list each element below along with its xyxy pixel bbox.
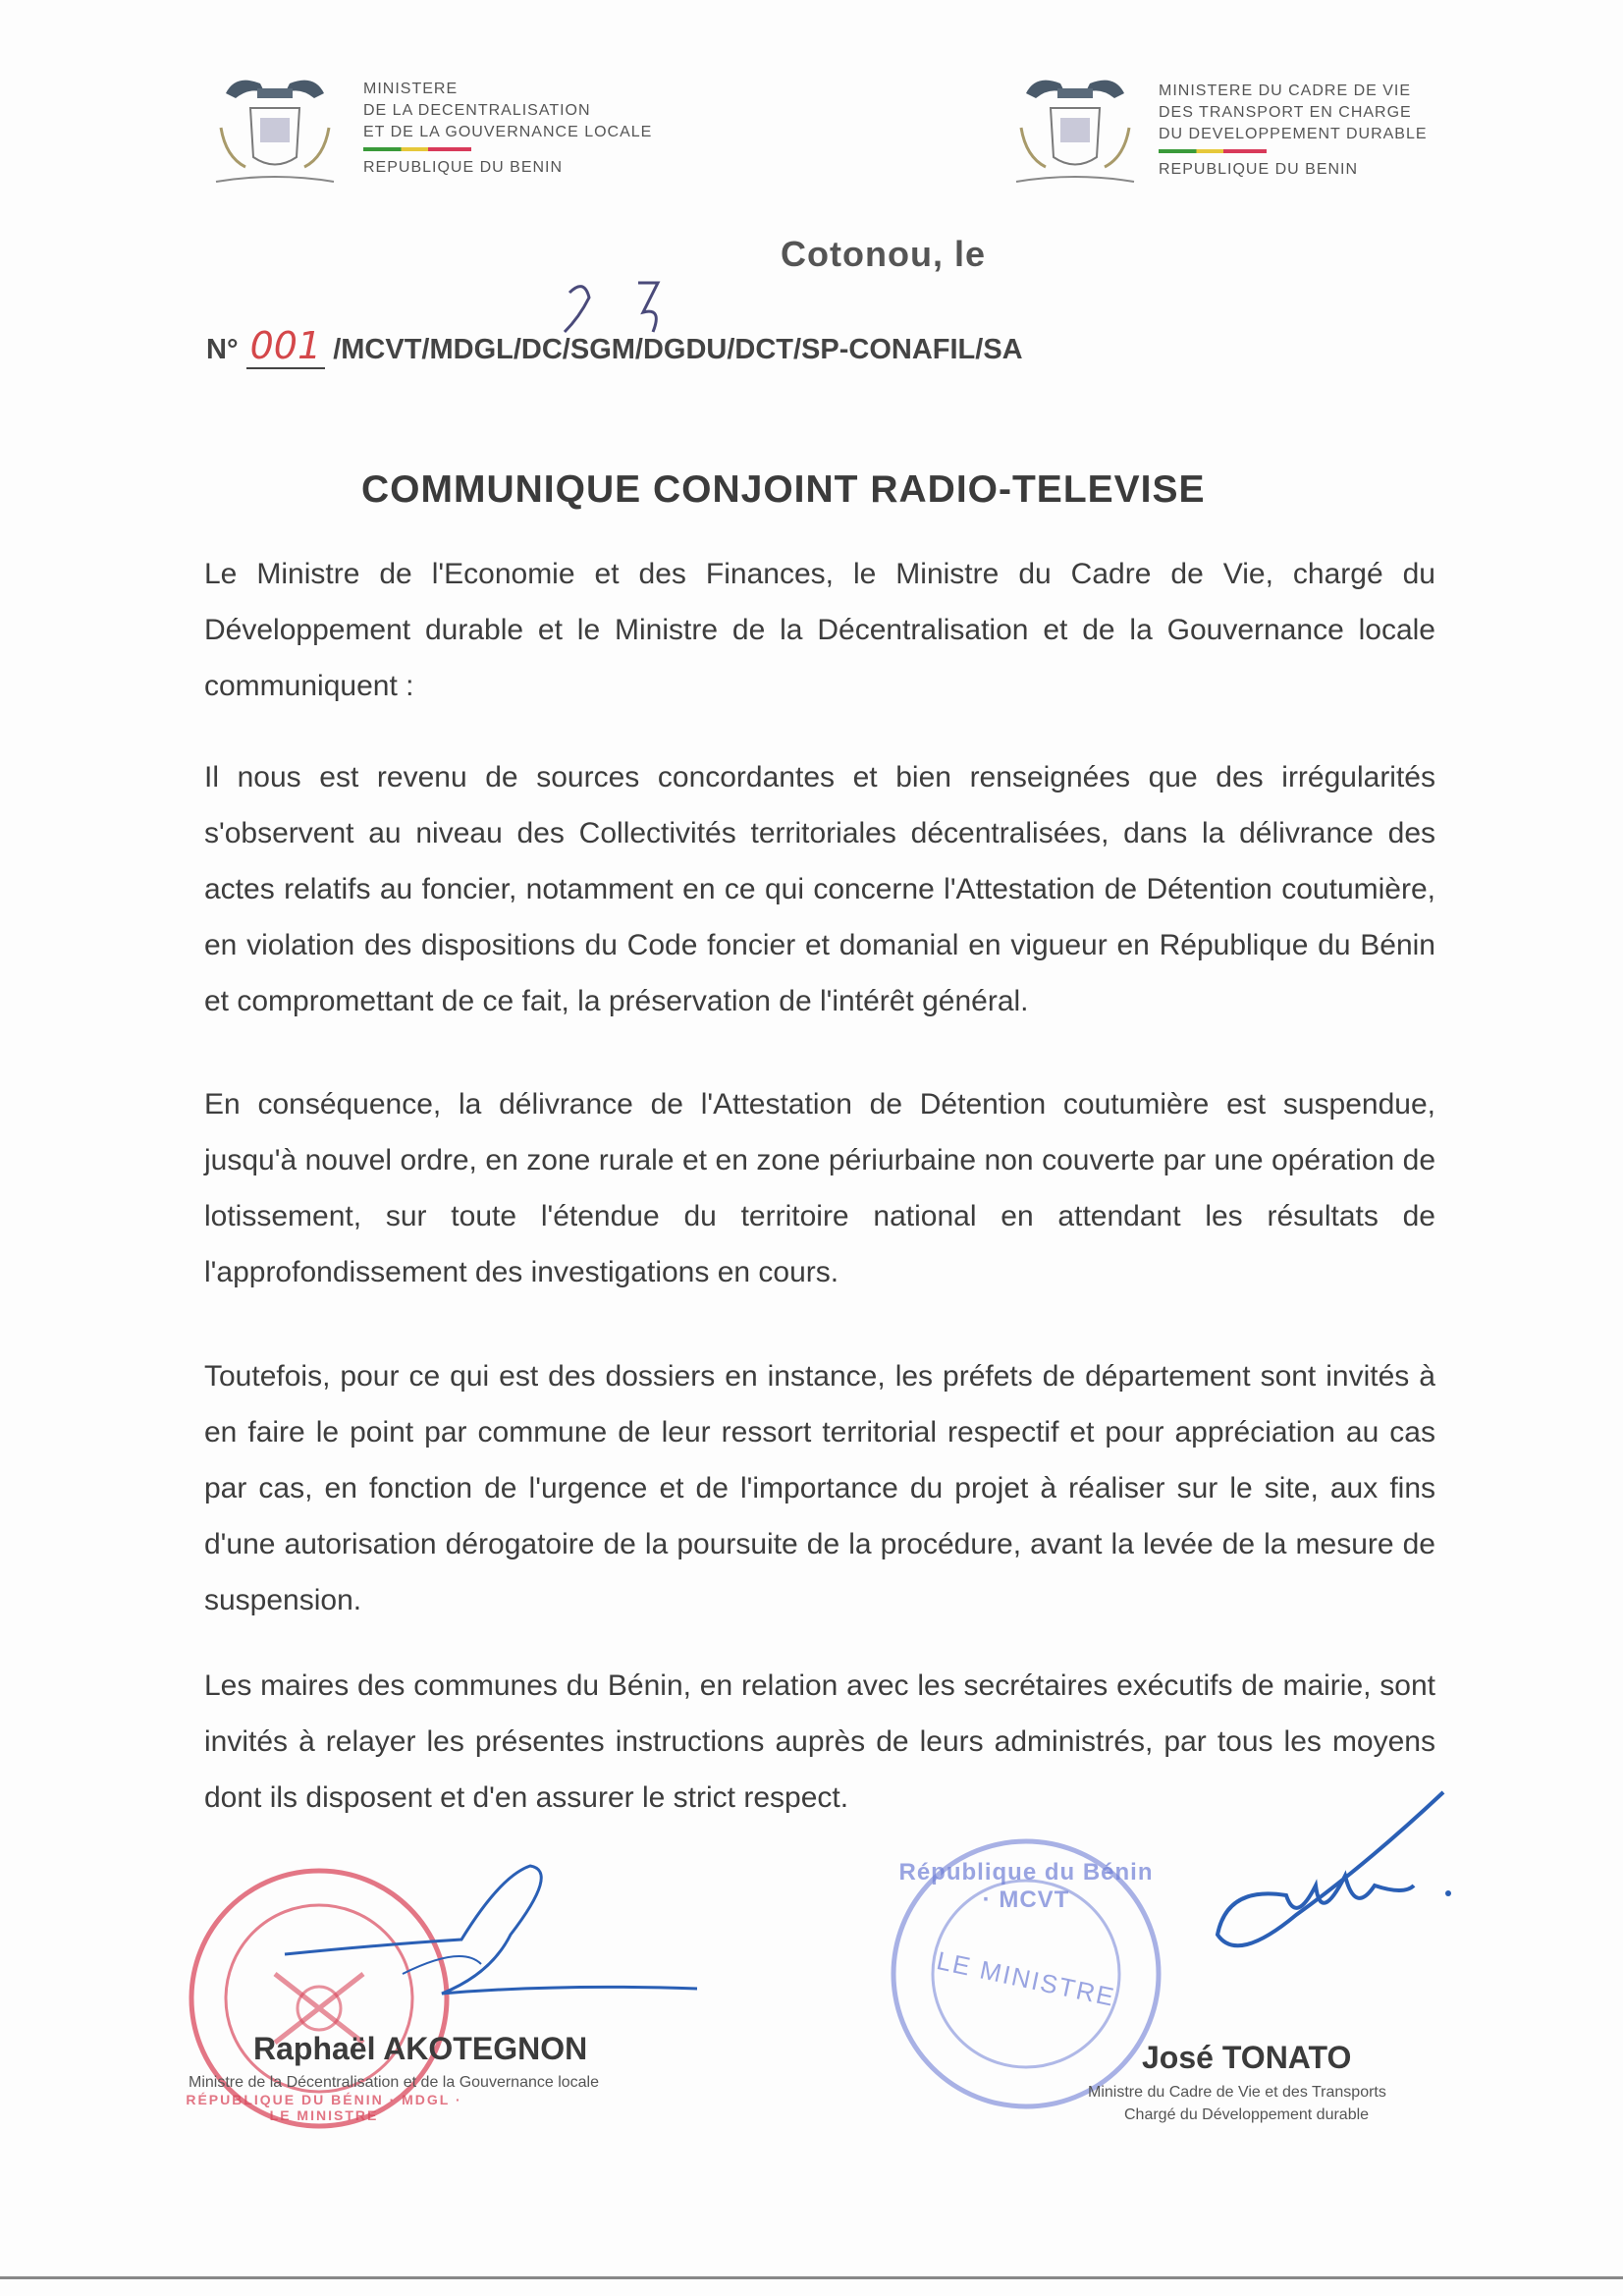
paragraph: Toutefois, pour ce qui est des dossiers en instance, les préfets de département sont invités à en faire le point par commune de leur ressort territorial respectif et pour appréciation au cas par cas, en fonction de l'urgence et de l'importance du projet à réaliser sur le site, aux fins d'une autorisation dérogatoire de la poursuite de la procédure, avant la levée de la mesure de suspension. [204, 1360, 1435, 1616]
benin-coat-of-arms-icon [1006, 69, 1144, 196]
signature-left [265, 1846, 717, 2023]
republic-label: REPUBLIQUE DU BENIN [363, 159, 564, 176]
flag-stripe [363, 147, 471, 151]
ministry-line: DE LA DECENTRALISATION [363, 102, 591, 119]
ministry-line: MINISTERE DU CADRE DE VIE [1159, 82, 1412, 99]
stamp-right-inner-label: LE MINISTRE [934, 1945, 1118, 2012]
paragraph: Les maires des communes du Bénin, en relation avec les secrétaires exécutifs de mairie, sont invités à relayer les présentes instructions auprès de leurs administrés, par tous les moyens dont ils disposent et d'en assurer le strict respect. [204, 1669, 1435, 1814]
signatory-right-title-line1: Ministre du Cadre de Vie et des Transports [1088, 2084, 1386, 2101]
signatory-left-name: Raphaël AKOTEGNON [253, 2031, 588, 2066]
flag-stripe [1159, 149, 1267, 153]
reference-prefix: N° [206, 334, 239, 365]
stamp-left-label: RÉPUBLIQUE DU BÉNIN · MDGL · LE MINISTRE [186, 2092, 462, 2123]
stamp-right-outer-text [898, 1859, 1154, 1914]
republic-label: REPUBLIQUE DU BENIN [1159, 161, 1359, 178]
stamp-left-text [182, 2092, 466, 2123]
ministry-name-left [363, 79, 652, 179]
ministry-line: DES TRANSPORT EN CHARGE [1159, 104, 1412, 121]
signatory-left-title: Ministre de la Décentralisation et de la Gouvernance locale [189, 2074, 600, 2091]
page-bottom-edge [0, 2276, 1623, 2279]
handwritten-date-mark [550, 273, 707, 352]
stamp-right-label: République du Bénin · MCVT [898, 1859, 1154, 1913]
ministry-line: DU DEVELOPPEMENT DURABLE [1159, 126, 1428, 142]
paragraph: Le Ministre de l'Economie et des Finances, le Ministre du Cadre de Vie, chargé du Développement durable et le Ministre de la Décentralisation et de la Gouvernance locale communiquent : [204, 558, 1435, 702]
paragraph: Il nous est revenu de sources concordantes et bien renseignées que des irrégularités s'observent au niveau des Collectivités territoriales décentralisées, dans la délivrance des actes relatifs au foncier, notamment en ce qui concerne l'Attestation de Détention coutumière, en violation des dispositions du Code foncier et domanial en vigueur en République du Bénin et compromettant de ce fait, la préservation de l'intérêt général. [204, 761, 1435, 1017]
place-date: Cotonou, le [781, 234, 986, 274]
ministry-line: ET DE LA GOUVERNANCE LOCALE [363, 124, 653, 140]
signature-right [1119, 1777, 1473, 2003]
signatory-right-name: José TONATO [1142, 2040, 1352, 2075]
paragraph: En conséquence, la délivrance de l'Attestation de Détention coutumière est suspendue, jusqu'à nouvel ordre, en zone rurale et en zone périurbaine non couverte par une opération de lotissement, sur toute l'étendue du territoire national en attendant les résultats de l'approfondissement des investigations en cours. [204, 1088, 1435, 1288]
reference-suffix: /MCVT/MDGL/DC/SGM/DGDU/DCT/SP-CONAFIL/SA [333, 334, 1023, 365]
page-title: COMMUNIQUE CONJOINT RADIO-TELEVISE [361, 468, 1206, 511]
reference-handwritten-number: 001 [246, 324, 326, 369]
ministry-line: MINISTERE [363, 81, 459, 97]
benin-coat-of-arms-icon [206, 69, 344, 196]
ministry-name-right [1159, 81, 1428, 181]
signatory-right-title-line2: Chargé du Développement durable [1124, 2106, 1370, 2123]
